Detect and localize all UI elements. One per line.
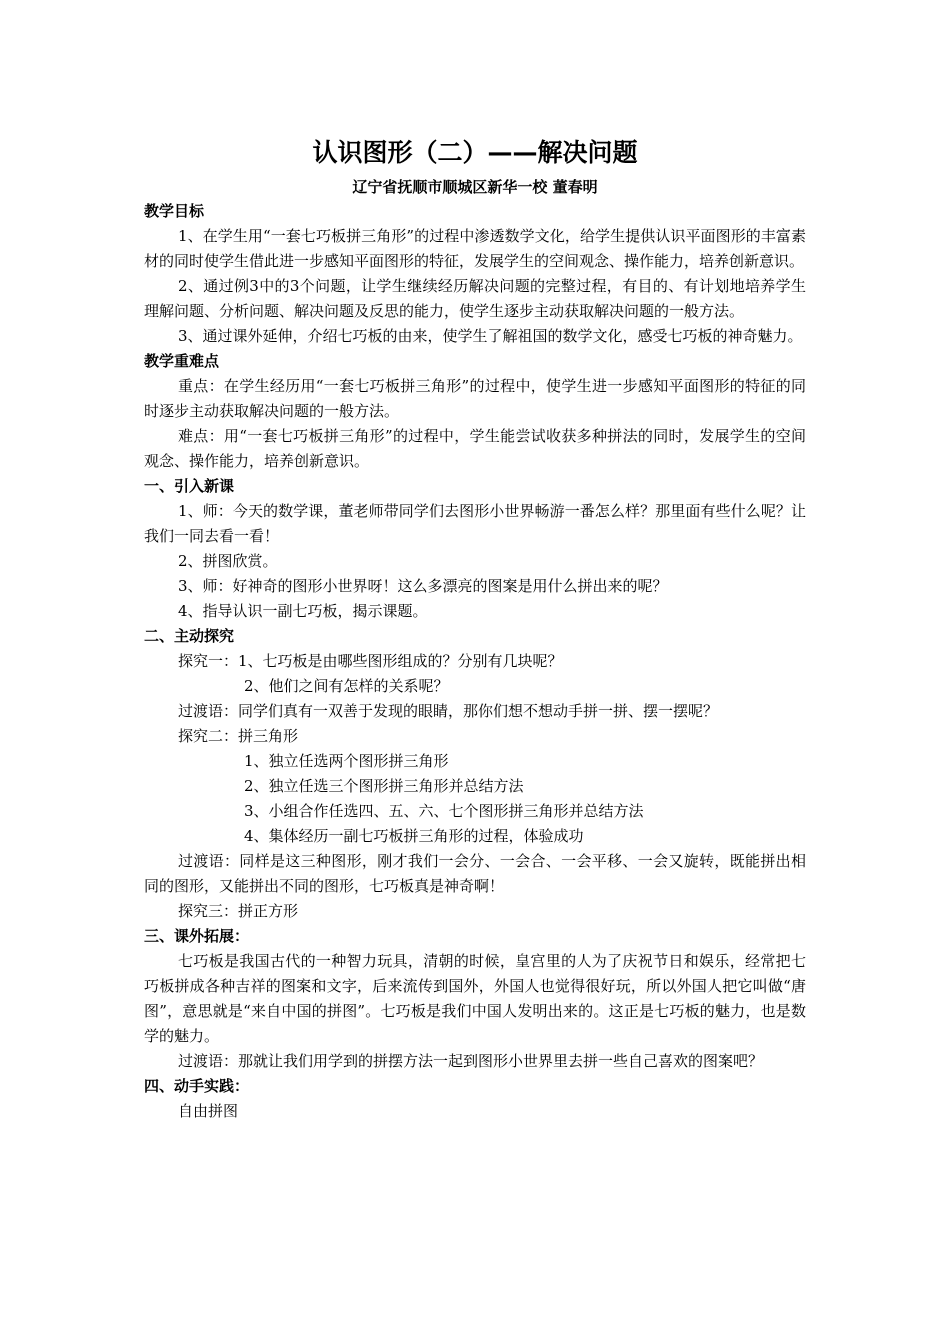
goal-item-1: 1、在学生用“一套七巧板拼三角形”的过程中渗透数学文化，给学生提供认识平面图形的丰富素材的同时使学生借此进一步感知平面图形的特征，发展学生的空间观念、操作能力，培养创新意识。 xyxy=(144,227,806,270)
section1-item-3: 3、师：好神奇的图形小世界呀！这么多漂亮的图案是用什么拼出来的呢？ xyxy=(178,577,668,595)
section1-item-4: 4、指导认识一副七巧板，揭示课题。 xyxy=(178,602,428,620)
explore1-question-2: 2、他们之间有怎样的关系呢？ xyxy=(244,677,449,695)
heading-goals: 教学目标 xyxy=(144,202,205,220)
heading-section-3: 三、课外拓展： xyxy=(144,927,250,945)
explore2-step-4: 4、集体经历一副七巧板拼三角形的过程，体验成功 xyxy=(244,827,584,845)
explore2-step-1: 1、独立任选两个图形拼三角形 xyxy=(244,752,449,770)
explore3-title: 探究三：拼正方形 xyxy=(178,902,299,920)
section4-item: 自由拼图 xyxy=(178,1102,239,1120)
explore2-step-3: 3、小组合作任选四、五、六、七个图形拼三角形并总结方法 xyxy=(244,802,644,820)
document-author: 辽宁省抚顺市顺城区新华一校 董春明 xyxy=(352,178,598,196)
explore1-question-1: 探究一：1、七巧板是由哪些图形组成的？分别有几块呢？ xyxy=(178,652,563,670)
goal-item-3: 3、通过课外延伸，介绍七巧板的由来，使学生了解祖国的数学文化，感受七巧板的神奇魅力。 xyxy=(178,327,803,345)
section3-transition: 过渡语：那就让我们用学到的拼摆方法一起到图形小世界里去拼一些自己喜欢的图案吧？ xyxy=(178,1052,764,1070)
document-title: 认识图形（二）——解决问题 xyxy=(312,138,638,167)
heading-section-4: 四、动手实践： xyxy=(144,1077,250,1095)
section1-item-2: 2、拼图欣赏。 xyxy=(178,552,278,570)
transition-1: 过渡语：同学们真有一双善于发现的眼睛，那你们想不想动手拼一拼、摆一摆呢？ xyxy=(178,702,719,720)
explore2-step-2: 2、独立任选三个图形拼三角形并总结方法 xyxy=(244,777,524,795)
transition-2: 过渡语：同样是这三种图形，刚才我们一会分、一会合、一会平移、一会又旋转，既能拼出相同的图形，又能拼出不同的图形，七巧板真是神奇啊！ xyxy=(144,852,806,895)
goal-item-2: 2、通过例3中的3个问题，让学生继续经历解决问题的完整过程，有目的、有计划地培养学生理解问题、分析问题、解决问题及反思的能力，使学生逐步主动获取解决问题的一般方法。 xyxy=(144,277,806,320)
section1-item-1: 1、师：今天的数学课，董老师带同学们去图形小世界畅游一番怎么样？那里面有些什么呢？让我们一同去看一看！ xyxy=(144,502,806,545)
explore2-title: 探究二：拼三角形 xyxy=(178,727,299,745)
document-body xyxy=(144,135,806,1124)
heading-keypoints: 教学重难点 xyxy=(144,352,220,370)
heading-section-2: 二、主动探究 xyxy=(144,627,235,645)
keypoint-difficulty: 难点：用“一套七巧板拼三角形”的过程中，学生能尝试收获多种拼法的同时，发展学生的空间观念、操作能力，培养创新意识。 xyxy=(144,427,806,470)
heading-section-1: 一、引入新课 xyxy=(144,477,235,495)
section3-paragraph: 七巧板是我国古代的一种智力玩具，清朝的时候，皇宫里的人为了庆祝节日和娱乐，经常把七巧板拼成各种吉祥的图案和文字，后来流传到国外，外国人也觉得很好玩，所以外国人把它叫做“唐图”，意思就是“来自中国的拼图”。七巧板是我们中国人发明出来的。这正是七巧板的魅力，也是数学的魅力。 xyxy=(144,952,806,1045)
keypoint-focus: 重点：在学生经历用“一套七巧板拼三角形”的过程中，使学生进一步感知平面图形的特征的同时逐步主动获取解决问题的一般方法。 xyxy=(144,377,806,420)
